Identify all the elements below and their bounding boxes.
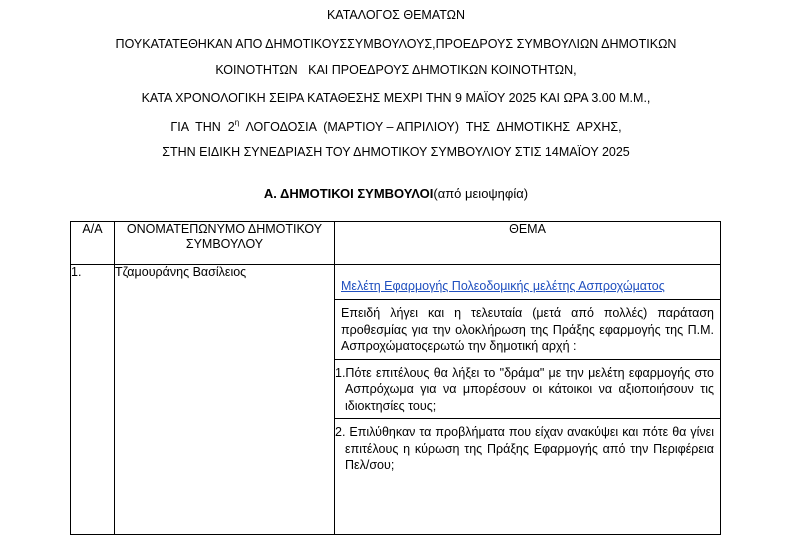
question-1: 1.Πότε επιτέλους θα λήξει το "δράμα" με την μελέτη εφαρμογής στο Ασπρόχωμα για να μπορέσουν οι κάτοικοι να αξιοποιήσουν τις ιδιοκτησίες τους; <box>335 359 720 419</box>
header-aa: Α/Α <box>71 222 115 265</box>
header-line-5-pre: ΓΙΑ ΤΗΝ 2 <box>170 120 235 134</box>
header-line-4: ΚΑΤΑ ΧΡΟΝΟΛΟΓΙΚΗ ΣΕΙΡΑ ΚΑΤΑΘΕΣΗΣ ΜΕΧΡΙ ΤΗΝ 9 ΜΑΪΟΥ 2025 ΚΑΙ ΩΡΑ 3.00 Μ.Μ., <box>141 91 651 105</box>
section-note: (από μειοψηφία) <box>433 186 529 201</box>
catalog-title: ΚΑΤΑΛΟΓΟΣ ΘΕΜΑΤΩΝ <box>326 8 466 22</box>
header-name: ΟΝΟΜΑΤΕΠΩΝΥΜΟ ΔΗΜΟΤΙΚΟΥ ΣΥΜΒΟΥΛΟΥ <box>115 222 335 265</box>
header-topic: ΘΕΜΑ <box>335 222 721 265</box>
header-line-2: ΠΟΥΚΑΤΑΤΕΘΗΚΑΝ ΑΠΟ ΔΗΜΟΤΙΚΟΥΣΣΥΜΒΟΥΛΟΥΣ,ΠΡΟΕΔΡΟΥΣ ΣΥΜΒΟΥΛΙΩΝ ΔΗΜΟΤΙΚΩΝ <box>115 37 677 51</box>
question-2: 2. Επιλύθηκαν τα προβλήματα που είχαν ανακύψει και πότε θα γίνει επιτέλους η κύρωση της Πράξης Εφαρμογής από την Περιφέρεια Πελ/σου; <box>335 418 720 478</box>
topic-title-link[interactable]: Μελέτη Εφαρμογής Πολεοδομικής μελέτης Ασπροχώματος <box>341 279 665 293</box>
header-line-5 <box>0 118 792 134</box>
header-line-5-post: ΛΟΓΟΔΟΣΙΑ (ΜΑΡΤΙΟΥ – ΑΠΡΙΛΙΟΥ) ΤΗΣ ΔΗΜΟΤΙΚΗΣ ΑΡΧΗΣ, <box>239 120 622 134</box>
councillor-name: Τζαμουράνης Βασίλειος <box>115 265 335 535</box>
topic-cell <box>335 265 721 535</box>
table-header-row <box>71 222 721 265</box>
topics-table <box>70 221 721 535</box>
header-line-3: ΚΟΙΝΟΤΗΤΩΝ ΚΑΙ ΠΡΟΕΔΡΟΥΣ ΔΗΜΟΤΙΚΩΝ ΚΟΙΝΟΤΗΤΩΝ, <box>215 63 577 77</box>
header-line-6: ΣΤΗΝ ΕΙΔΙΚΗ ΣΥΝΕΔΡΙΑΣΗ ΤΟΥ ΔΗΜΟΤΙΚΟΥ ΣΥΜΒΟΥΛΙΟΥ ΣΤΙΣ 14ΜΑΪΟΥ 2025 <box>162 145 630 159</box>
header-line-5-sup: η <box>234 118 240 127</box>
section-heading <box>0 186 792 201</box>
topic-intro: Επειδή λήγει και η τελευταία (μετά από πολλές) παράταση προθεσμίας για την ολοκλήρωση της Πράξης εφαρμογής της Π.Μ. Ασπροχώματοςερωτώ την δημοτική αρχή : <box>335 299 720 359</box>
table-row <box>71 265 721 535</box>
row-number: 1. <box>71 265 115 535</box>
section-title: Α. ΔΗΜΟΤΙΚΟΙ ΣΥΜΒΟΥΛΟΙ <box>263 186 434 201</box>
